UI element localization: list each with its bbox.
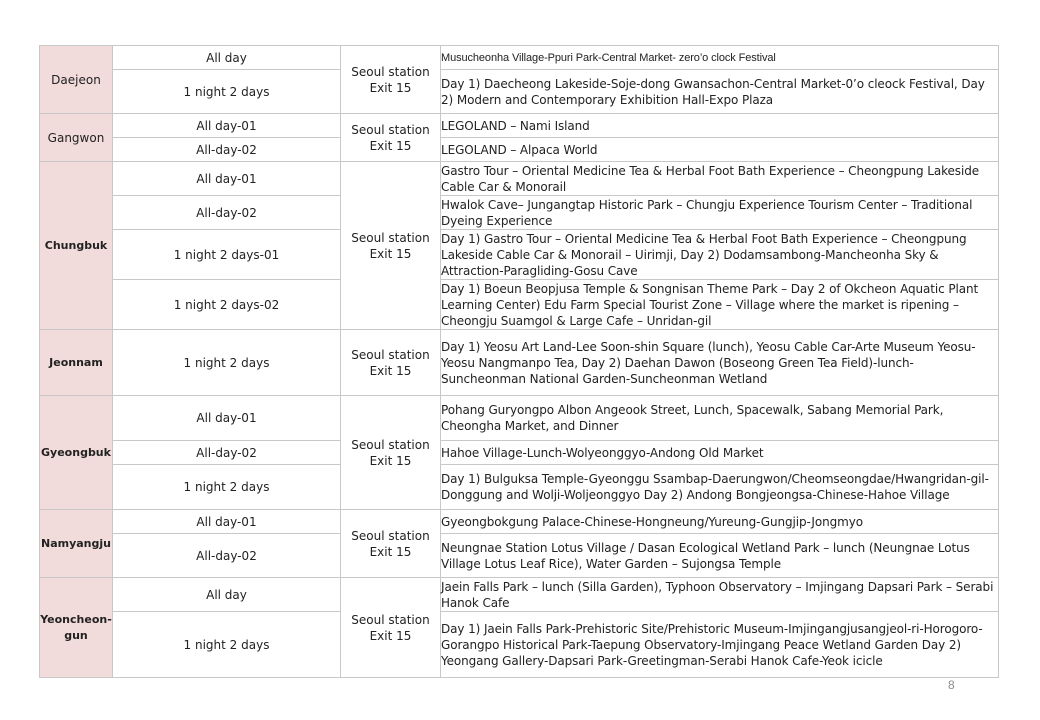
description-cell: Day 1) Bulguksa Temple-Gyeonggu Ssambap-Daerungwon/Cheomseongdae/Hwangridan-gil-Donggung and Wolji-Woljeonggyo Day 2) Andong Bongjeongsa-Chinese-Hahoe Village xyxy=(441,465,999,510)
duration-cell: All day xyxy=(113,46,341,70)
description-cell: LEGOLAND – Alpaca World xyxy=(441,138,999,162)
departure-station: Seoul station xyxy=(351,122,430,137)
table-row xyxy=(40,396,999,441)
duration-cell: 1 night 2 days-02 xyxy=(113,280,341,330)
table-row xyxy=(40,330,999,396)
duration-cell: 1 night 2 days xyxy=(113,465,341,510)
description-cell: Hwalok Cave– Jungangtap Historic Park – Chungju Experience Tourism Center – Traditional Dyeing Experience xyxy=(441,196,999,230)
table-row xyxy=(40,196,999,230)
duration-cell: 1 night 2 days xyxy=(113,330,341,396)
page-number: 8 xyxy=(948,678,955,692)
description-cell: Musucheonha Village-Ppuri Park-Central Market- zero’o clock Festival xyxy=(441,46,999,70)
duration-cell: All day-01 xyxy=(113,510,341,534)
departure-cell xyxy=(341,46,441,114)
duration-cell: 1 night 2 days xyxy=(113,612,341,678)
departure-station: Seoul station xyxy=(351,64,430,79)
description-cell: Day 1) Boeun Beopjusa Temple & Songnisan Theme Park – Day 2 of Okcheon Aquatic Plant Learning Center) Edu Farm Special Tourist Zone – Village where the market is ripening – Cheongju Suamgol & Large Cafe – Unridan-gil xyxy=(441,280,999,330)
departure-exit: Exit 15 xyxy=(369,246,412,261)
departure-station: Seoul station xyxy=(351,230,430,245)
table-row xyxy=(40,162,999,196)
duration-cell: 1 night 2 days xyxy=(113,70,341,114)
description-cell: Day 1) Gastro Tour – Oriental Medicine Tea & Herbal Foot Bath Experience – Cheongpung Lakeside Cable Car & Monorail – Uirimji, Day 2) Dodamsambong-Mancheonha Sky & Attraction-Paragliding-Gosu Cave xyxy=(441,230,999,280)
departure-exit: Exit 15 xyxy=(369,544,412,559)
departure-cell xyxy=(341,396,441,510)
departure-cell xyxy=(341,162,441,330)
description-cell: Day 1) Yeosu Art Land-Lee Soon-shin Square (lunch), Yeosu Cable Car-Arte Museum Yeosu-Yeosu Nangmanpo Tea, Day 2) Daehan Dawon (Boseong Green Tea Field)-lunch-Suncheonman National Garden-Suncheonman Wetland xyxy=(441,330,999,396)
duration-cell: All day-01 xyxy=(113,162,341,196)
departure-station: Seoul station xyxy=(351,347,430,362)
region-cell-daejeon: Daejeon xyxy=(40,46,113,114)
duration-cell: All-day-02 xyxy=(113,196,341,230)
duration-cell: All-day-02 xyxy=(113,441,341,465)
departure-cell xyxy=(341,114,441,162)
description-cell: Pohang Guryongpo Albon Angeook Street, Lunch, Spacewalk, Sabang Memorial Park, Cheongha Market, and Dinner xyxy=(441,396,999,441)
departure-cell xyxy=(341,510,441,578)
region-cell-yeoncheon-gun: Yeoncheon-gun xyxy=(40,578,113,678)
description-cell: Day 1) Daecheong Lakeside-Soje-dong Gwansachon-Central Market-0’o cleock Festival, Day 2) Modern and Contemporary Exhibition Hall-Expo Plaza xyxy=(441,70,999,114)
duration-cell: All day-01 xyxy=(113,396,341,441)
departure-exit: Exit 15 xyxy=(369,453,412,468)
description-cell: Gastro Tour – Oriental Medicine Tea & Herbal Foot Bath Experience – Cheongpung Lakeside Cable Car & Monorail xyxy=(441,162,999,196)
table-row xyxy=(40,534,999,578)
departure-cell xyxy=(341,330,441,396)
duration-cell: All-day-02 xyxy=(113,534,341,578)
duration-cell: All-day-02 xyxy=(113,138,341,162)
table-row xyxy=(40,465,999,510)
description-cell: Day 1) Jaein Falls Park-Prehistoric Site/Prehistoric Museum-Imjingangjusangjeol-ri-Horogoro-Gorangpo Historical Park-Taepung Observatory-Imjingang Peace Wetland Garden Day 2) Yeongang Gallery-Dapsari Park-Greetingman-Serabi Hanok Cafe-Yeok icicle xyxy=(441,612,999,678)
departure-cell xyxy=(341,578,441,678)
departure-exit: Exit 15 xyxy=(369,80,412,95)
departure-station: Seoul station xyxy=(351,612,430,627)
table-row xyxy=(40,578,999,612)
table-row xyxy=(40,46,999,70)
description-cell: Jaein Falls Park – lunch (Silla Garden), Typhoon Observatory – Imjingang Dapsari Park – Serabi Hanok Cafe xyxy=(441,578,999,612)
table-row xyxy=(40,612,999,678)
departure-station: Seoul station xyxy=(351,437,430,452)
departure-exit: Exit 15 xyxy=(369,628,412,643)
duration-cell: 1 night 2 days-01 xyxy=(113,230,341,280)
duration-cell: All day xyxy=(113,578,341,612)
description-cell: Gyeongbokgung Palace-Chinese-Hongneung/Yureung-Gungjip-Jongmyo xyxy=(441,510,999,534)
region-cell-chungbuk: Chungbuk xyxy=(40,162,113,330)
table-row xyxy=(40,138,999,162)
region-cell-namyangju: Namyangju xyxy=(40,510,113,578)
table-row xyxy=(40,510,999,534)
departure-exit: Exit 15 xyxy=(369,363,412,378)
table-row xyxy=(40,70,999,114)
description-cell: Hahoe Village-Lunch-Wolyeonggyo-Andong Old Market xyxy=(441,441,999,465)
table-row xyxy=(40,280,999,330)
table-row xyxy=(40,114,999,138)
description-cell: LEGOLAND – Nami Island xyxy=(441,114,999,138)
duration-cell: All day-01 xyxy=(113,114,341,138)
region-cell-gangwon: Gangwon xyxy=(40,114,113,162)
region-cell-jeonnam: Jeonnam xyxy=(40,330,113,396)
description-cell: Neungnae Station Lotus Village / Dasan Ecological Wetland Park – lunch (Neungnae Lotus Village Lotus Leaf Rice), Water Garden – Sujongsa Temple xyxy=(441,534,999,578)
departure-station: Seoul station xyxy=(351,528,430,543)
tour-schedule-table xyxy=(39,45,999,678)
table-row xyxy=(40,441,999,465)
table-row xyxy=(40,230,999,280)
region-cell-gyeongbuk: Gyeongbuk xyxy=(40,396,113,510)
departure-exit: Exit 15 xyxy=(369,138,412,153)
